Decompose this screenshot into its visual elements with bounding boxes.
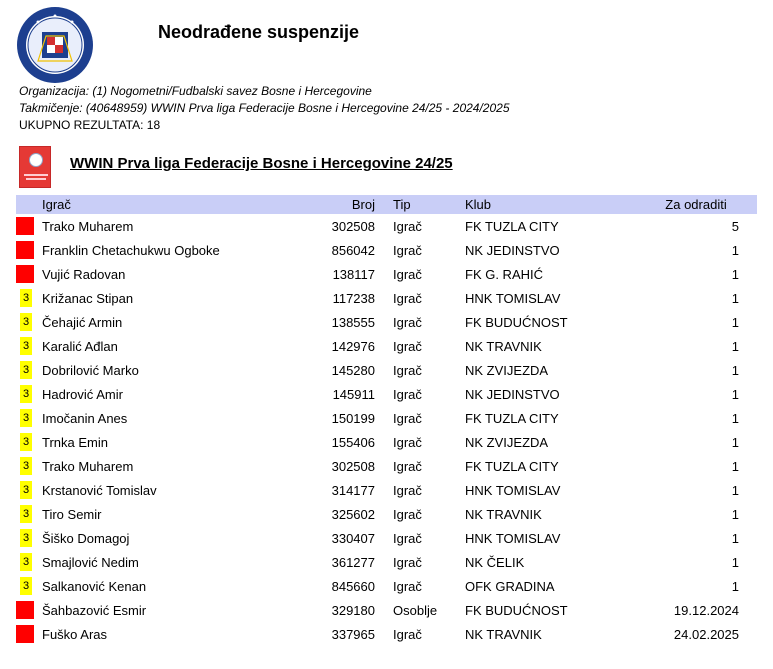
card-indicator [16, 238, 38, 262]
league-badge-icon [19, 146, 51, 188]
table-row [16, 454, 757, 478]
table-row [16, 526, 757, 550]
card-indicator [16, 406, 38, 430]
player-club: NK TRAVNIK [465, 338, 542, 354]
remaining-suspension: 1 [731, 266, 739, 282]
player-name: Krstanović Tomislav [42, 482, 157, 498]
player-type: Igrač [393, 458, 422, 474]
card-indicator [16, 454, 38, 478]
red-card-icon [16, 217, 34, 235]
card-indicator [16, 382, 38, 406]
player-number: 150199 [331, 410, 375, 426]
table-row [16, 406, 757, 430]
remaining-suspension: 19.12.2024 [673, 602, 739, 618]
player-club: NK ZVIJEZDA [465, 362, 549, 378]
player-type: Igrač [393, 410, 422, 426]
table-row [16, 238, 757, 262]
player-name: Trako Muharem [42, 218, 134, 234]
yellow-card-icon: 3 [20, 289, 32, 307]
player-name: Trnka Emin [42, 434, 108, 450]
player-name: Čehajić Armin [42, 314, 123, 330]
table-row [16, 382, 757, 406]
remaining-suspension: 1 [731, 362, 739, 378]
card-indicator [16, 334, 38, 358]
player-name: Trako Muharem [42, 458, 134, 474]
header-tip: Tip [393, 197, 411, 212]
remaining-suspension: 24.02.2025 [673, 626, 739, 642]
table-row [16, 334, 757, 358]
yellow-card-icon: 3 [20, 361, 32, 379]
card-indicator [16, 310, 38, 334]
player-number: 337965 [331, 626, 375, 642]
player-type: Igrač [393, 242, 422, 258]
yellow-card-icon: 3 [20, 577, 32, 595]
player-type: Igrač [393, 434, 422, 450]
player-club: FK TUZLA CITY [465, 218, 559, 234]
yellow-card-icon: 3 [20, 385, 32, 403]
card-indicator [16, 502, 38, 526]
table-row [16, 286, 757, 310]
player-number: 138117 [332, 266, 375, 282]
header-broj: Broj [351, 197, 375, 212]
table-row [16, 262, 757, 286]
yellow-card-icon: 3 [20, 433, 32, 451]
card-indicator [16, 550, 38, 574]
federation-crest-icon [16, 6, 94, 84]
player-club: NK JEDINSTVO [465, 242, 560, 258]
remaining-suspension: 1 [731, 578, 739, 594]
remaining-suspension: 1 [731, 242, 739, 258]
yellow-card-icon: 3 [20, 313, 32, 331]
table-row [16, 622, 757, 646]
player-number: 138555 [331, 314, 375, 330]
player-number: 302508 [331, 458, 375, 474]
remaining-suspension: 1 [731, 386, 739, 402]
table-row [16, 502, 757, 526]
remaining-suspension: 1 [731, 530, 739, 546]
player-number: 845660 [331, 578, 375, 594]
page-title: Neodrađene suspenzije [158, 22, 360, 42]
table-header-row [16, 195, 757, 214]
remaining-suspension: 1 [731, 314, 739, 330]
competition-line: Takmičenje: (40648959) WWIN Prva liga Federacije Bosne i Hercegovine 24/25 - 2024/2025 [19, 101, 510, 115]
player-name: Hadrović Amir [42, 386, 123, 402]
player-number: 361277 [331, 554, 375, 570]
card-indicator [16, 214, 38, 238]
player-name: Tiro Semir [42, 506, 102, 522]
player-name: Šahbazović Esmir [42, 602, 147, 618]
remaining-suspension: 1 [731, 434, 739, 450]
player-type: Igrač [393, 362, 422, 378]
suspensions-table [16, 195, 757, 646]
header-igrac: Igrač [42, 197, 71, 212]
yellow-card-icon: 3 [20, 529, 32, 547]
player-club: NK TRAVNIK [465, 506, 542, 522]
remaining-suspension: 1 [731, 338, 739, 354]
player-type: Igrač [393, 554, 422, 570]
player-number: 330407 [331, 530, 375, 546]
player-type: Osoblje [393, 602, 438, 618]
player-club: FK TUZLA CITY [465, 458, 559, 474]
player-name: Šiško Domagoj [42, 530, 130, 546]
card-indicator [16, 358, 38, 382]
player-name: Karalić Ađlan [42, 338, 118, 354]
table-row [16, 598, 757, 622]
player-number: 117238 [332, 290, 375, 306]
player-club: FK BUDUĆNOST [465, 602, 568, 618]
yellow-card-icon: 3 [20, 337, 32, 355]
table-row [16, 358, 757, 382]
header-za-odraditi: Za odraditi [665, 197, 727, 212]
player-club: HNK TOMISLAV [465, 290, 561, 306]
player-name: Križanac Stipan [42, 290, 134, 306]
table-row [16, 214, 757, 238]
player-club: FK TUZLA CITY [465, 410, 559, 426]
red-card-icon [16, 625, 34, 643]
player-club: OFK GRADINA [465, 578, 555, 594]
header-indicator [16, 195, 38, 214]
header-klub: Klub [465, 197, 492, 212]
player-type: Igrač [393, 266, 422, 282]
table-row [16, 478, 757, 502]
card-indicator [16, 622, 38, 646]
organization-line: Organizacija: (1) Nogometni/Fudbalski savez Bosne i Hercegovine [19, 84, 372, 98]
player-number: 856042 [331, 242, 375, 258]
yellow-card-icon: 3 [20, 505, 32, 523]
remaining-suspension: 1 [731, 482, 739, 498]
yellow-card-icon: 3 [20, 409, 32, 427]
result-count: UKUPNO REZULTATA: 18 [19, 118, 161, 132]
remaining-suspension: 1 [731, 458, 739, 474]
player-type: Igrač [393, 482, 422, 498]
player-type: Igrač [393, 290, 422, 306]
card-indicator [16, 526, 38, 550]
remaining-suspension: 1 [731, 506, 739, 522]
card-indicator [16, 478, 38, 502]
player-club: NK TRAVNIK [465, 626, 542, 642]
player-club: NK ZVIJEZDA [465, 434, 549, 450]
table-row [16, 310, 757, 334]
player-type: Igrač [393, 530, 422, 546]
card-indicator [16, 286, 38, 310]
league-title: WWIN Prva liga Federacije Bosne i Hercegovine 24/25 [70, 155, 453, 172]
player-club: FK G. RAHIĆ [465, 266, 544, 282]
yellow-card-icon: 3 [20, 553, 32, 571]
player-club: HNK TOMISLAV [465, 482, 561, 498]
player-number: 302508 [331, 218, 375, 234]
player-type: Igrač [393, 218, 422, 234]
yellow-card-icon: 3 [20, 457, 32, 475]
player-number: 145911 [332, 386, 375, 402]
player-name: Imočanin Anes [42, 410, 128, 426]
player-number: 325602 [331, 506, 375, 522]
remaining-suspension: 1 [731, 290, 739, 306]
player-club: HNK TOMISLAV [465, 530, 561, 546]
player-type: Igrač [393, 626, 422, 642]
player-type: Igrač [393, 314, 422, 330]
player-name: Vujić Radovan [42, 266, 126, 282]
table-row [16, 574, 757, 598]
yellow-card-icon: 3 [20, 481, 32, 499]
player-number: 155406 [331, 434, 375, 450]
card-indicator [16, 574, 38, 598]
player-name: Salkanović Kenan [42, 578, 147, 594]
player-number: 329180 [331, 602, 375, 618]
player-club: FK BUDUĆNOST [465, 314, 568, 330]
player-name: Franklin Chetachukwu Ogboke [42, 242, 220, 258]
remaining-suspension: 1 [731, 410, 739, 426]
player-name: Dobrilović Marko [42, 362, 139, 378]
card-indicator [16, 430, 38, 454]
player-number: 314177 [331, 482, 375, 498]
player-name: Fuško Aras [42, 626, 108, 642]
table-row [16, 430, 757, 454]
player-club: NK JEDINSTVO [465, 386, 560, 402]
card-indicator [16, 262, 38, 286]
player-name: Smajlović Nedim [42, 554, 139, 570]
player-type: Igrač [393, 506, 422, 522]
red-card-icon [16, 601, 34, 619]
player-number: 145280 [331, 362, 375, 378]
player-type: Igrač [393, 578, 422, 594]
player-type: Igrač [393, 386, 422, 402]
player-number: 142976 [331, 338, 375, 354]
remaining-suspension: 5 [731, 218, 739, 234]
table-row [16, 550, 757, 574]
red-card-icon [16, 265, 34, 283]
remaining-suspension: 1 [731, 554, 739, 570]
player-club: NK ČELIK [465, 554, 525, 570]
red-card-icon [16, 241, 34, 259]
card-indicator [16, 598, 38, 622]
player-type: Igrač [393, 338, 422, 354]
